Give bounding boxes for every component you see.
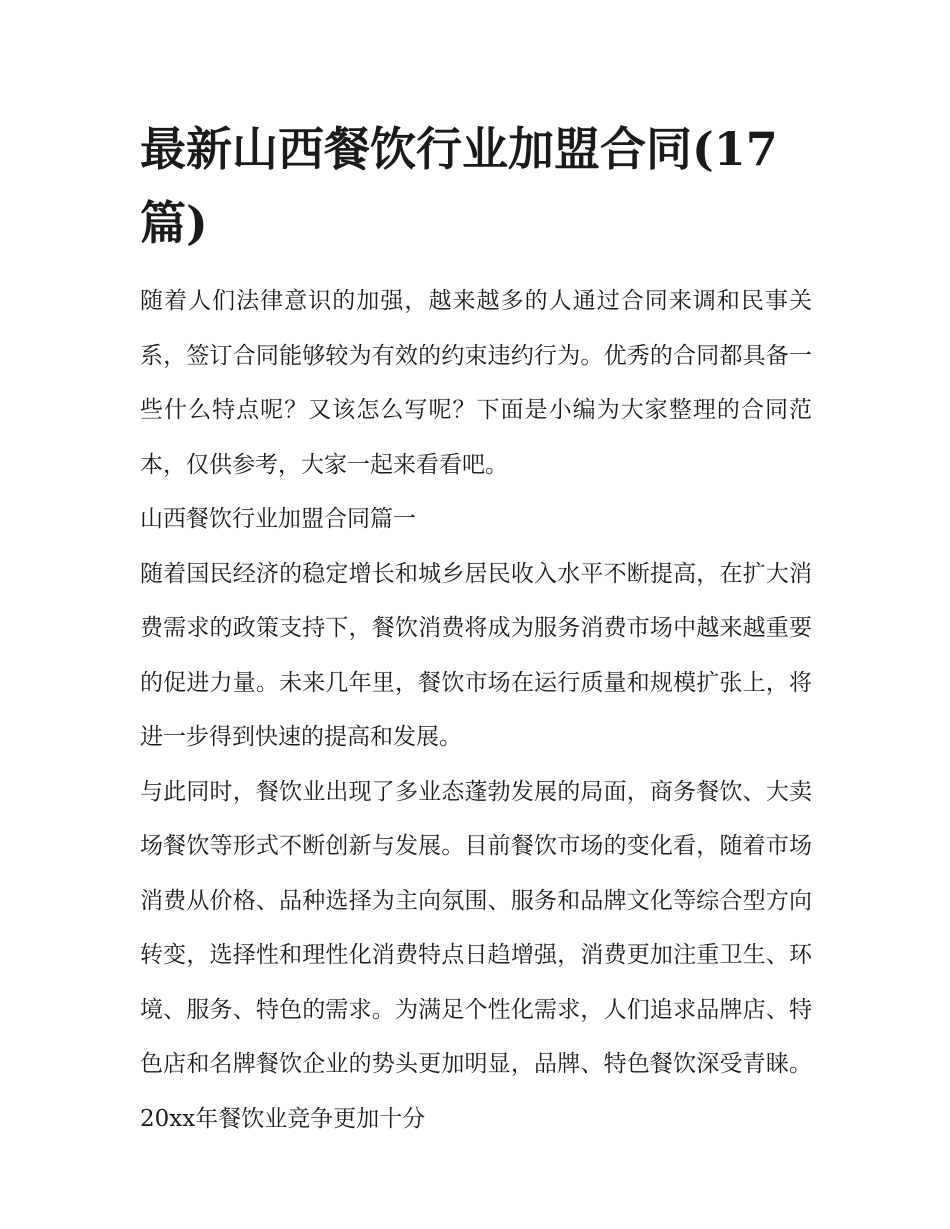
section-heading: 山西餐饮行业加盟合同篇一 <box>140 506 416 532</box>
document-page <box>140 112 812 1146</box>
intro-paragraph: 随着人们法律意识的加强，越来越多的人通过合同来调和民事关系，签订合同能够较为有效的约束违约行为。优秀的合同都具备一些什么特点呢？又该怎么写呢？下面是小编为大家整理的合同范本，仅供参考，大家一起来看看吧。 <box>140 288 812 478</box>
body-paragraph-2: 与此同时，餐饮业出现了多业态蓬勃发展的局面，商务餐饮、大卖场餐饮等形式不断创新与发展。目前餐饮市场的变化看，随着市场消费从价格、品种选择为主向氛围、服务和品牌文化等综合型方向转变，选择性和理性化消费特点日趋增强，消费更加注重卫生、环境、服务、特色的需求。为满足个性化需求，人们追求品牌店、特色店和名牌餐饮企业的势头更加明显，品牌、特色餐饮深受青睐。20xx年餐饮业竞争更加十分 <box>140 778 812 1132</box>
body-paragraph-1: 随着国民经济的稳定增长和城乡居民收入水平不断提高，在扩大消费需求的政策支持下，餐饮消费将成为服务消费市场中越来越重要的促进力量。未来几年里，餐饮市场在运行质量和规模扩张上，将进一步得到快速的提高和发展。 <box>140 560 812 750</box>
document-title: 最新山西餐饮行业加盟合同(17篇) <box>140 122 778 250</box>
